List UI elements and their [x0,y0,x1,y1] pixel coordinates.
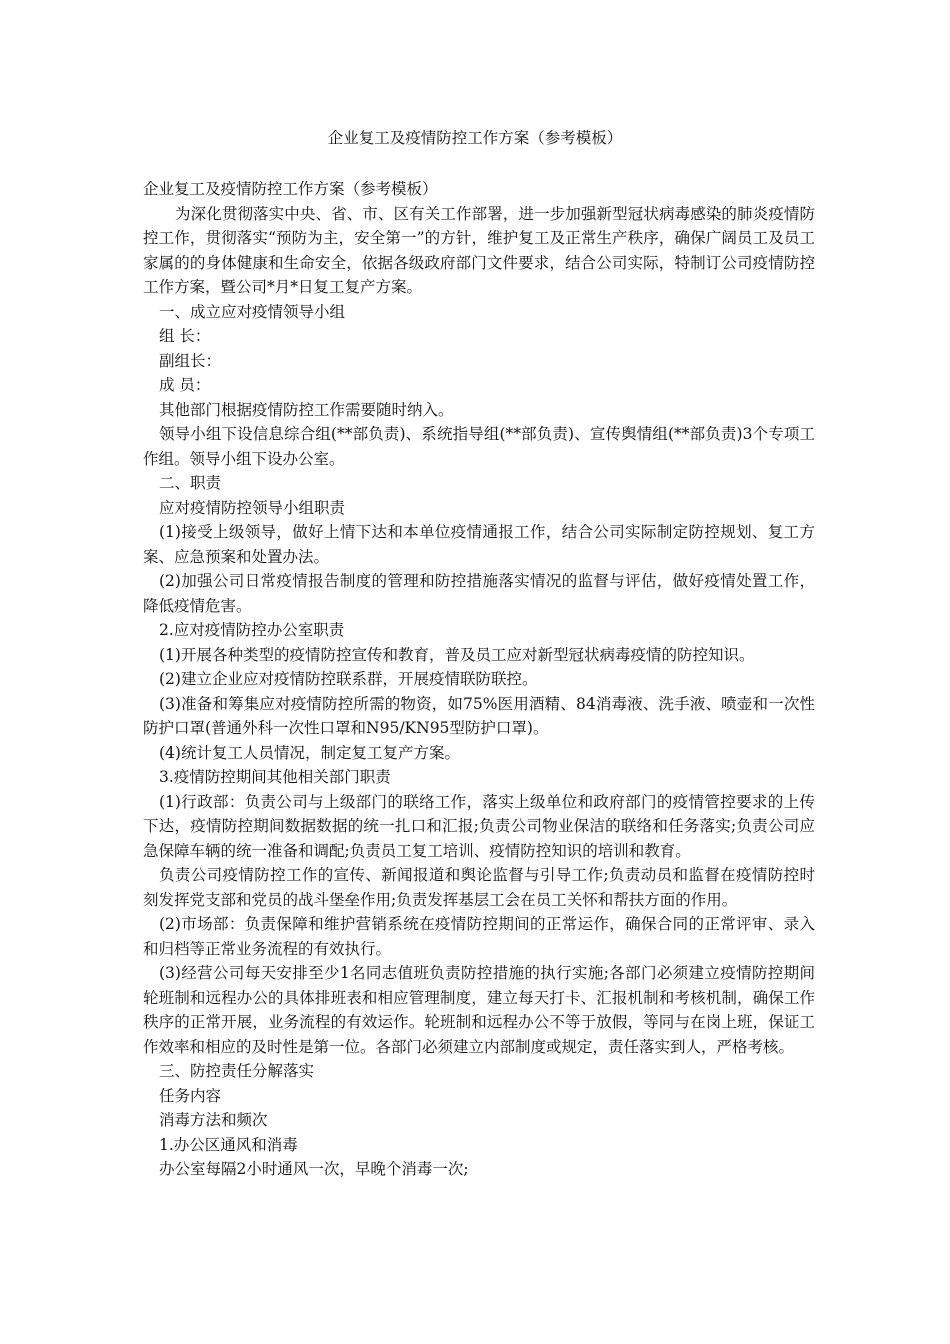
paragraph: (2)加强公司日常疫情报告制度的管理和防控措施落实情况的监督与评估，做好疫情处置工作，降低疫情危害。 [143,572,815,615]
paragraph: 领导小组下设信息综合组(**部负责)、系统指导组(**部负责)、宣传舆情组(**部负责)3个专项工作组。领导小组下设办公室。 [143,425,815,468]
paragraph: (1)开展各种类型的疫情防控宣传和教育，普及员工应对新型冠状病毒疫情的防控知识。 [159,645,755,664]
paragraph: 二、职责 [159,474,222,492]
paragraph: (2)市场部：负责保障和维护营销系统在疫情防控期间的正常运作，确保合同的正常评审、录入和归档等正常业务流程的有效执行。 [143,915,815,958]
paragraph: 应对疫情防控领导小组职责 [159,498,346,517]
paragraph: 企业复工及疫情防控工作方案（参考模板） [143,180,438,198]
paragraph: 办公室每隔2小时通风一次，早晚个消毒一次; [159,1160,469,1178]
paragraph: 三、防控责任分解落实 [159,1062,315,1080]
paragraph: 其他部门根据疫情防控工作需要随时纳入。 [159,400,454,419]
paragraph: 消毒方法和频次 [159,1111,268,1129]
paragraph: 任务内容 [159,1086,222,1105]
paragraph: 3.疫情防控期间其他相关部门职责 [159,768,391,786]
paragraph: (1)行政部：负责公司与上级部门的联络工作，落实上级单位和政府部门的疫情管控要求的上传下达，疫情防控期间数据数据的统一扎口和汇报;负责公司物业保洁的联络和任务落实;负责公司应急保障车辆的统一准备和调配;负责员工复工培训、疫情防控知识的培训和教育。 [143,792,815,860]
document-title: 企业复工及疫情防控工作方案（参考模板） [327,129,623,147]
paragraph: 副组长： [159,351,222,370]
paragraph: (1)接受上级领导，做好上情下达和本单位疫情通报工作，结合公司实际制定防控规划、复工方案、应急预案和处置办法。 [143,523,815,566]
paragraph: (3)经营公司每天安排至少1名同志值班负责防控措施的执行实施;各部门必须建立疫情防控期间轮班制和远程办公的具体排班表和相应管理制度，建立每天打卡、汇报机制和考核机制，确保工作秩序的正常开展，业务流程的有效运作。轮班制和远程办公不等于放假，等同与在岗上班，保证工作效率和相应的及时性是第一位。各部门必须建立内部制度或规定，责任落实到人，严格考核。 [143,964,815,1056]
paragraph: 1.办公区通风和消毒 [159,1135,298,1154]
paragraph: (4)统计复工人员情况，制定复工复产方案。 [159,743,460,762]
paragraph: 成 员： [159,376,211,394]
paragraph: 为深化贯彻落实中央、省、市、区有关工作部署，进一步加强新型冠状病毒感染的肺炎疫情防控工作，贯彻落实“预防为主，安全第一”的方针，维护复工及正常生产秩序，确保广阔员工及员工家属的的身体健康和生命安全，依据各级政府部门文件要求，结合公司实际，特制订公司疫情防控工作方案，暨公司*月*日复工复产方案。 [143,204,815,296]
paragraph: 负责公司疫情防控工作的宣传、新闻报道和舆论监督与引导工作;负责动员和监督在疫情防控时刻发挥党支部和党员的战斗堡垒作用;负责发挥基层工会在员工关怀和帮扶方面的作用。 [143,866,815,909]
paragraph: 组 长： [159,327,211,345]
document-body [143,177,815,1182]
paragraph: 一、成立应对疫情领导小组 [159,302,346,321]
paragraph: (3)准备和筹集应对疫情防控所需的物资，如75%医用酒精、84消毒液、洗手液、喷壶和一次性防护口罩(普通外科一次性口罩和N95/KN95型防护口罩)。 [143,694,815,737]
paragraph: 2.应对疫情防控办公室职责 [159,621,345,639]
paragraph: (2)建立企业应对疫情防控联系群，开展疫情联防联控。 [159,670,538,688]
